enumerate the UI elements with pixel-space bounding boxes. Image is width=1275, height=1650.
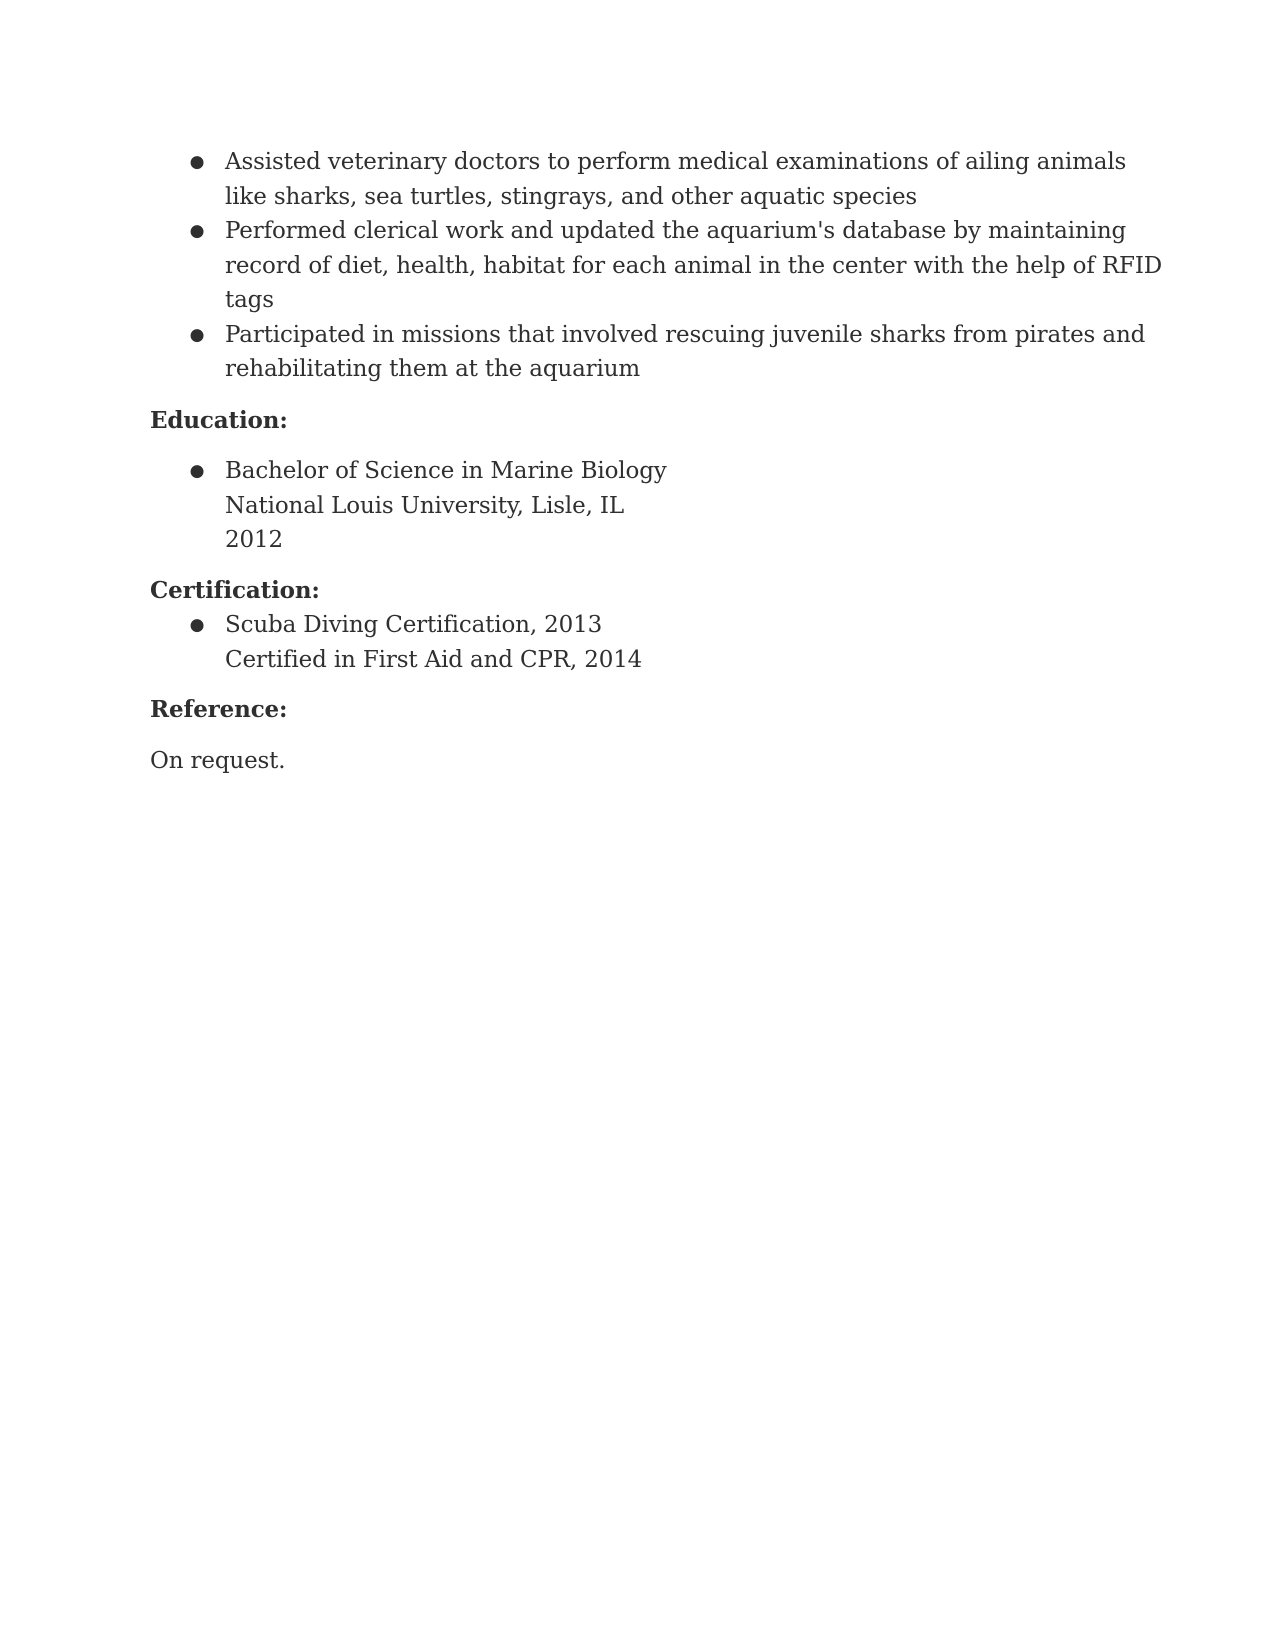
list-item <box>150 214 1163 318</box>
certification-list <box>150 608 1130 677</box>
certification-line: Certified in First Aid and CPR, 2014 <box>225 646 643 673</box>
bullet-icon: ● <box>189 221 205 241</box>
school-line: National Louis University, Lisle, IL <box>225 492 624 519</box>
experience-bullet-list <box>150 145 1163 387</box>
bullet-line: Assisted veterinary doctors to perform medical examinations of ailing animals <box>225 149 1127 175</box>
bullet-line: record of diet, health, habitat for each animal in the center with the help of RFID <box>225 252 1163 279</box>
list-item <box>150 318 1146 387</box>
year-line: 2012 <box>225 527 283 553</box>
resume-content <box>150 145 1163 778</box>
reference-heading: Reference: <box>150 696 288 723</box>
list-item <box>150 454 1130 558</box>
degree-line: Bachelor of Science in Marine Biology <box>225 458 667 484</box>
bullet-icon: ● <box>189 461 205 481</box>
certification-heading: Certification: <box>150 576 320 604</box>
bullet-line: rehabilitating them at the aquarium <box>225 356 641 382</box>
bullet-line: like sharks, sea turtles, stingrays, and other aquatic species <box>225 183 918 210</box>
bullet-icon: ● <box>189 152 205 172</box>
education-heading: Education: <box>150 406 288 434</box>
bullet-icon: ● <box>189 324 205 345</box>
list-item <box>150 145 1130 214</box>
spacer <box>150 438 1130 454</box>
bullet-line: Performed clerical work and updated the aquarium's database by maintaining <box>225 218 1127 244</box>
certification-line: Scuba Diving Certification, 2013 <box>225 612 603 638</box>
reference-text: On request. <box>150 747 286 774</box>
list-item <box>150 608 1130 677</box>
spacer <box>150 558 1130 574</box>
bullet-line: tags <box>225 287 274 313</box>
spacer <box>150 677 1130 693</box>
education-list <box>150 454 1130 558</box>
bullet-icon: ● <box>189 615 205 635</box>
spacer <box>150 728 1130 744</box>
spacer <box>150 387 1130 404</box>
bullet-line: Participated in missions that involved rescuing juvenile sharks from pirates and <box>225 321 1146 348</box>
